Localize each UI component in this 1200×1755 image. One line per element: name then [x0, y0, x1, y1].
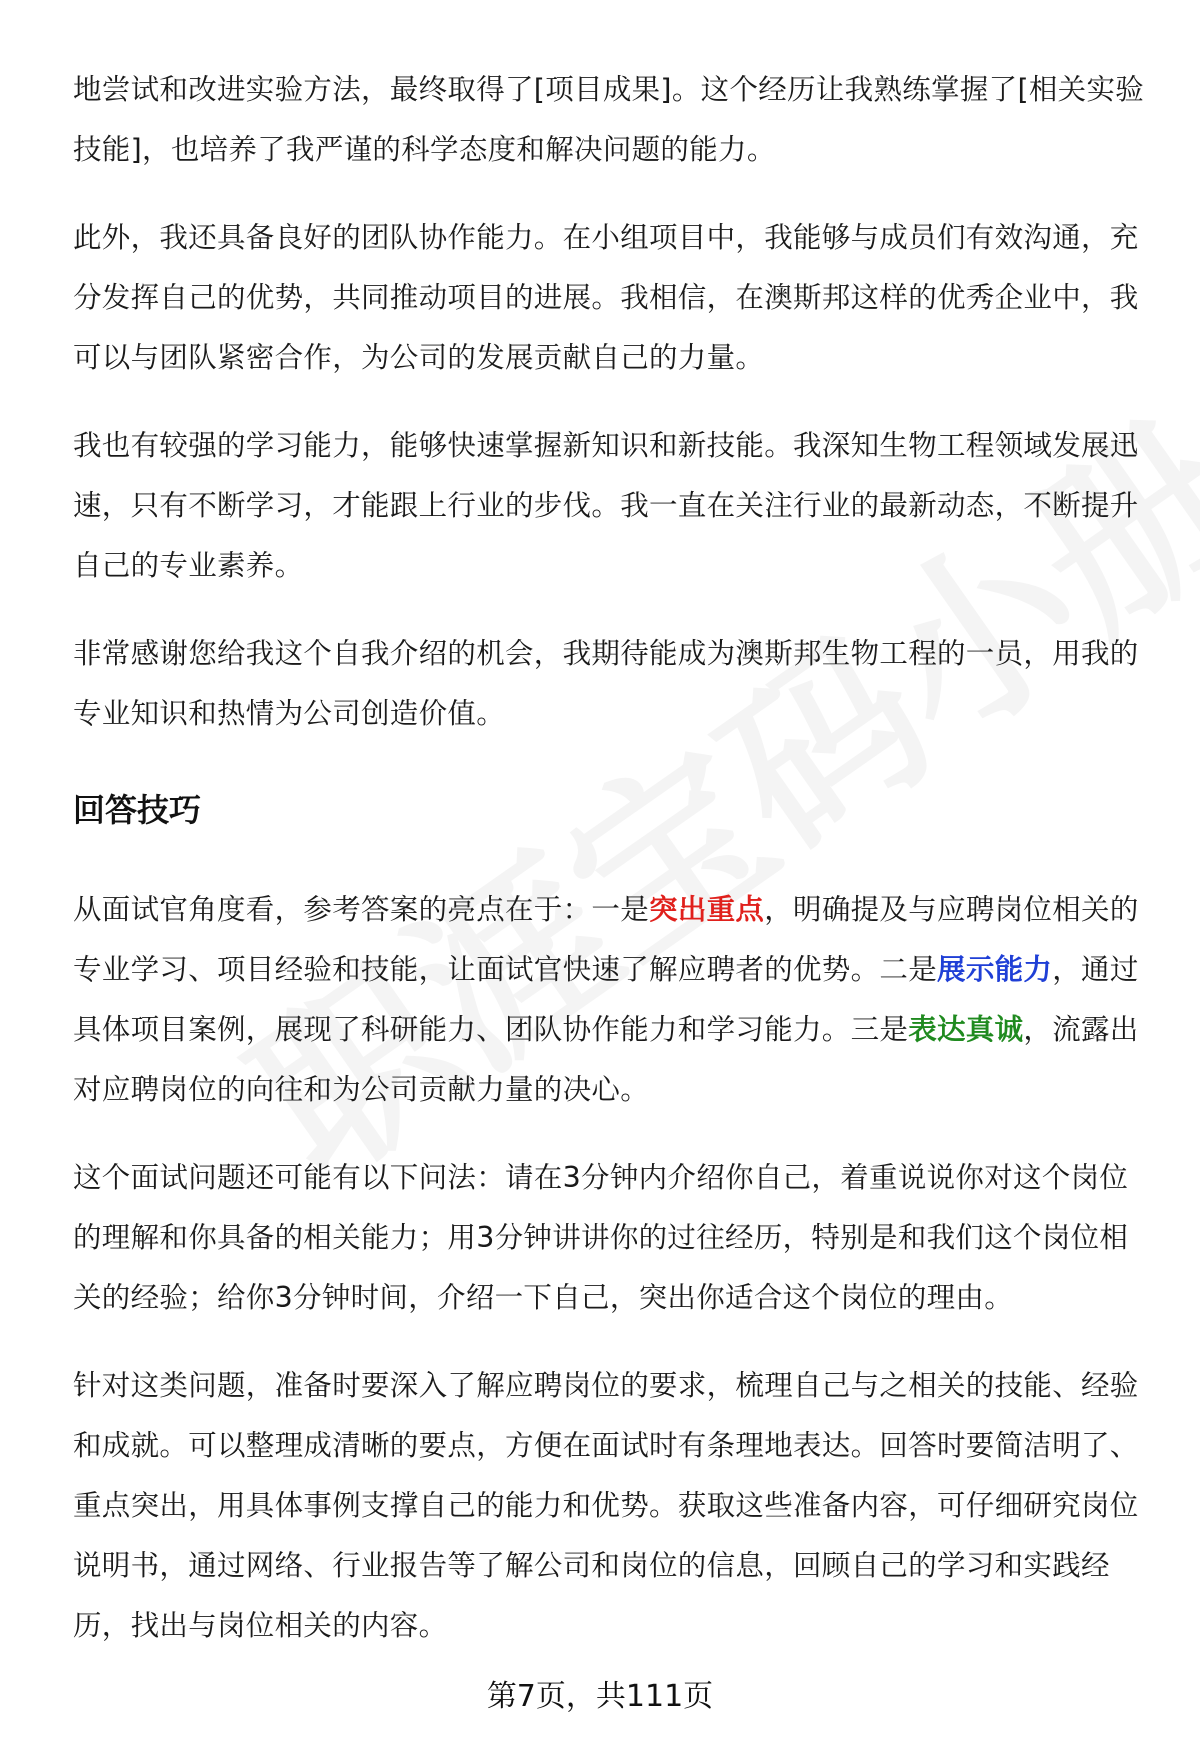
paragraph-tips-highlights: [73, 880, 1148, 1120]
section-heading-answer-tips: 回答技巧: [73, 791, 202, 829]
paragraph-learning: 我也有较强的学习能力，能够快速掌握新知识和新技能。我深知生物工程领域发展迅速，只有不断学习，才能跟上行业的步伐。我一直在关注行业的最新动态，不断提升自己的专业素养。: [73, 429, 1139, 582]
highlight-key-points: 突出重点: [649, 893, 765, 926]
highlight-show-ability: 展示能力: [937, 953, 1053, 986]
highlight-sincerity: 表达真诚: [908, 1013, 1024, 1046]
tips-text-2: ，明确提及与应聘岗位相关的专业学习、项目经验和技能，让面试官快速了解应聘者的优势。二是: [73, 893, 1139, 986]
document-page: [73, 60, 1148, 1684]
tips-text-3: ，通过具体项目案例，展现了科研能力、团队协作能力和学习能力。三是: [73, 953, 1139, 1046]
paragraph-alternative-questions: 这个面试问题还可能有以下问法：请在3分钟内介绍你自己，着重说说你对这个岗位的理解和你具备的相关能力；用3分钟讲讲你的过往经历，特别是和我们这个岗位相关的经验；给你3分钟时间，介绍一下自己，突出你适合这个岗位的理由。: [73, 1161, 1129, 1314]
tips-text-1: 从面试官角度看，参考答案的亮点在于：一是: [73, 893, 650, 926]
paragraph-preparation-advice: 针对这类问题，准备时要深入了解应聘岗位的要求，梳理自己与之相关的技能、经验和成就。可以整理成清晰的要点，方便在面试时有条理地表达。回答时要简洁明了、重点突出，用具体事例支撑自己的能力和优势。获取这些准备内容，可仔细研究岗位说明书，通过网络、行业报告等了解公司和岗位的信息，回顾自己的学习和实践经历，找出与岗位相关的内容。: [73, 1369, 1139, 1642]
paragraph-closing: 非常感谢您给我这个自我介绍的机会，我期待能成为澳斯邦生物工程的一员，用我的专业知识和热情为公司创造价值。: [73, 637, 1139, 730]
paragraph-teamwork: 此外，我还具备良好的团队协作能力。在小组项目中，我能够与成员们有效沟通，充分发挥自己的优势，共同推动项目的进展。我相信，在澳斯邦这样的优秀企业中，我可以与团队紧密合作，为公司的发展贡献自己的力量。: [73, 221, 1139, 374]
page-footer: 第7页，共111页: [486, 1679, 714, 1714]
paragraph-experience-end: 地尝试和改进实验方法，最终取得了[项目成果]。这个经历让我熟练掌握了[相关实验技能]，也培养了我严谨的科学态度和解决问题的能力。: [73, 73, 1145, 166]
tips-text-4: ，流露出对应聘岗位的向往和为公司贡献力量的决心。: [73, 1013, 1139, 1106]
